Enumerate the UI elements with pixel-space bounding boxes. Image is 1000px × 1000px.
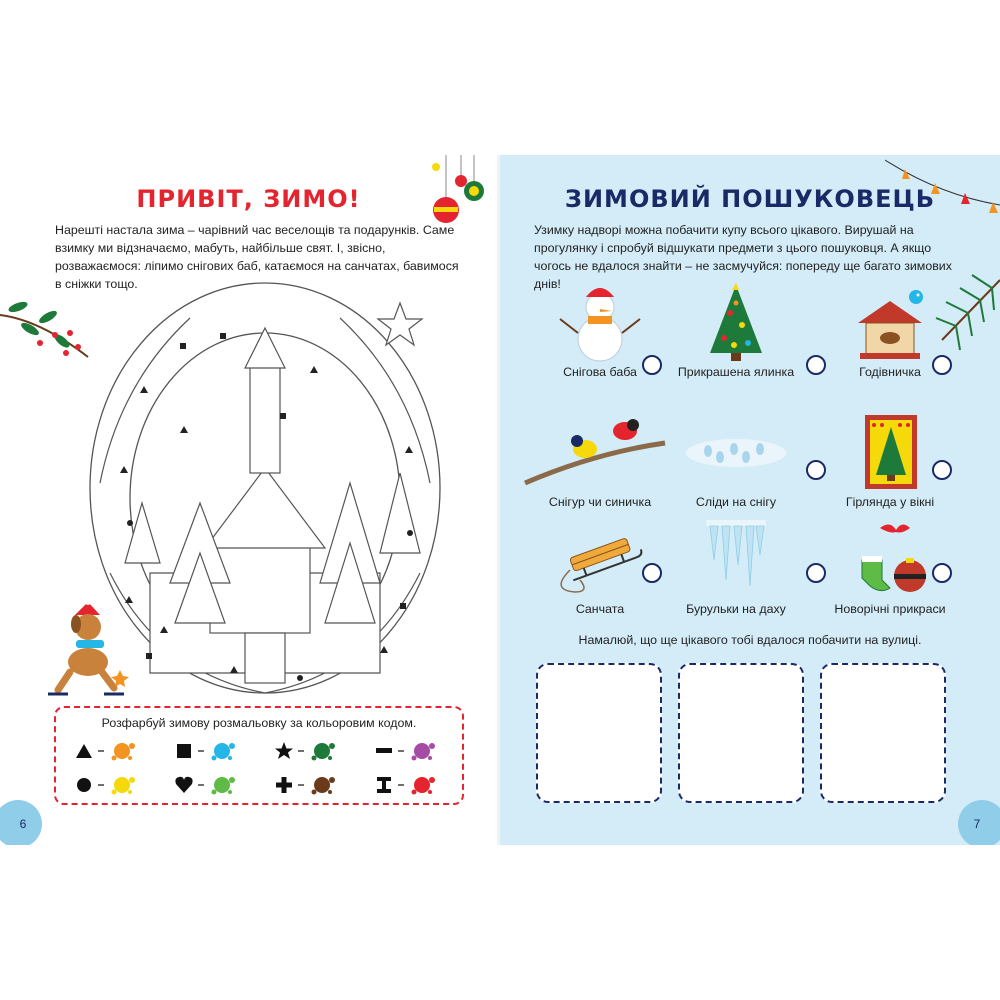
search-item-birds bbox=[520, 413, 680, 523]
item-label: Годівничка bbox=[859, 365, 921, 379]
legend-title: Розфарбуй зимову розмальовку за кольоровим кодом. bbox=[101, 716, 417, 730]
legend-square-blue bbox=[174, 736, 264, 766]
page-number: 6 bbox=[0, 800, 42, 845]
square-icon bbox=[174, 736, 264, 766]
page-number: 7 bbox=[958, 800, 1000, 845]
star-icon bbox=[274, 736, 364, 766]
drawing-box-3[interactable] bbox=[820, 663, 946, 803]
search-item-footprints bbox=[666, 413, 806, 523]
search-item-decorated-tree bbox=[666, 283, 806, 393]
coloring-picture bbox=[80, 273, 450, 703]
intro-text: Нарешті настала зима – чарівний час веселощів та подарунків. Саме взимку ми відзначаємо, мабуть, найбільше свят. І, звісно, розважаємося: ліпимо снігових баб, катаємося на санчатах, бавимося в сніжки тощо. bbox=[55, 223, 459, 291]
legend-star-darkgreen bbox=[274, 736, 364, 766]
color-code-legend bbox=[54, 706, 464, 805]
ornaments-icon bbox=[840, 520, 940, 600]
search-item-snowman bbox=[530, 283, 670, 393]
check-circle-snowman[interactable] bbox=[642, 355, 662, 375]
item-label: Снігур чи синичка bbox=[548, 495, 652, 509]
right-page bbox=[500, 155, 1000, 845]
page-title: ПРИВІТ, ЗИМО! bbox=[136, 185, 361, 213]
window-garland-icon bbox=[840, 413, 940, 493]
drawing-box-1[interactable] bbox=[536, 663, 662, 803]
dash-icon bbox=[374, 736, 464, 766]
item-label: Новорічні прикраси bbox=[834, 602, 946, 616]
left-page bbox=[0, 155, 497, 845]
snowman-icon bbox=[550, 283, 650, 363]
dog-skating-icon bbox=[40, 600, 130, 705]
legend-circle-yellow bbox=[74, 770, 164, 800]
circle-icon bbox=[74, 770, 164, 800]
intro-text: Узимку надворі можна побачити купу всього цікавого. Вирушай на прогулянку і спробуй відшукати предмети з цього пошуковця. А якщо чогось не вдалося знайти – не засмучуйся: попереду ще багато зимових днів! bbox=[534, 223, 952, 291]
drawing-prompt: Намалюй, що ще цікавого тобі вдалося побачити на вулиці. bbox=[578, 633, 922, 647]
legend-heart-green bbox=[174, 770, 264, 800]
item-label: Снігова баба bbox=[563, 365, 637, 379]
check-circle-bird-feeder[interactable] bbox=[932, 355, 952, 375]
birds-on-branch-icon bbox=[520, 413, 670, 493]
legend-plus-brown bbox=[274, 770, 364, 800]
footprints-icon bbox=[686, 413, 786, 493]
sled-icon bbox=[550, 520, 650, 600]
search-item-icicles bbox=[666, 520, 806, 630]
legend-dash-purple bbox=[374, 736, 464, 766]
item-label: Прикрашена ялинка bbox=[677, 365, 795, 379]
legend-ibeam-red bbox=[374, 770, 464, 800]
page-title: ЗИМОВИЙ ПОШУКОВЕЦЬ bbox=[564, 185, 936, 213]
item-label: Бурульки на даху bbox=[686, 602, 786, 616]
item-label: Санчата bbox=[575, 602, 625, 616]
icicles-icon bbox=[686, 520, 786, 600]
christmas-tree-icon bbox=[686, 283, 786, 363]
search-item-bird-feeder bbox=[820, 283, 960, 393]
item-label: Сліди на снігу bbox=[695, 495, 777, 509]
plus-icon bbox=[274, 770, 364, 800]
check-circle-window-garland[interactable] bbox=[932, 460, 952, 480]
check-circle-ornaments[interactable] bbox=[932, 563, 952, 583]
bird-feeder-icon bbox=[840, 283, 940, 363]
heart-icon bbox=[174, 770, 264, 800]
i-beam-icon bbox=[374, 770, 464, 800]
triangle-icon bbox=[74, 736, 164, 766]
item-label: Гірлянда у вікні bbox=[845, 495, 935, 509]
drawing-box-2[interactable] bbox=[678, 663, 804, 803]
legend-triangle-orange bbox=[74, 736, 164, 766]
check-circle-sled[interactable] bbox=[642, 563, 662, 583]
